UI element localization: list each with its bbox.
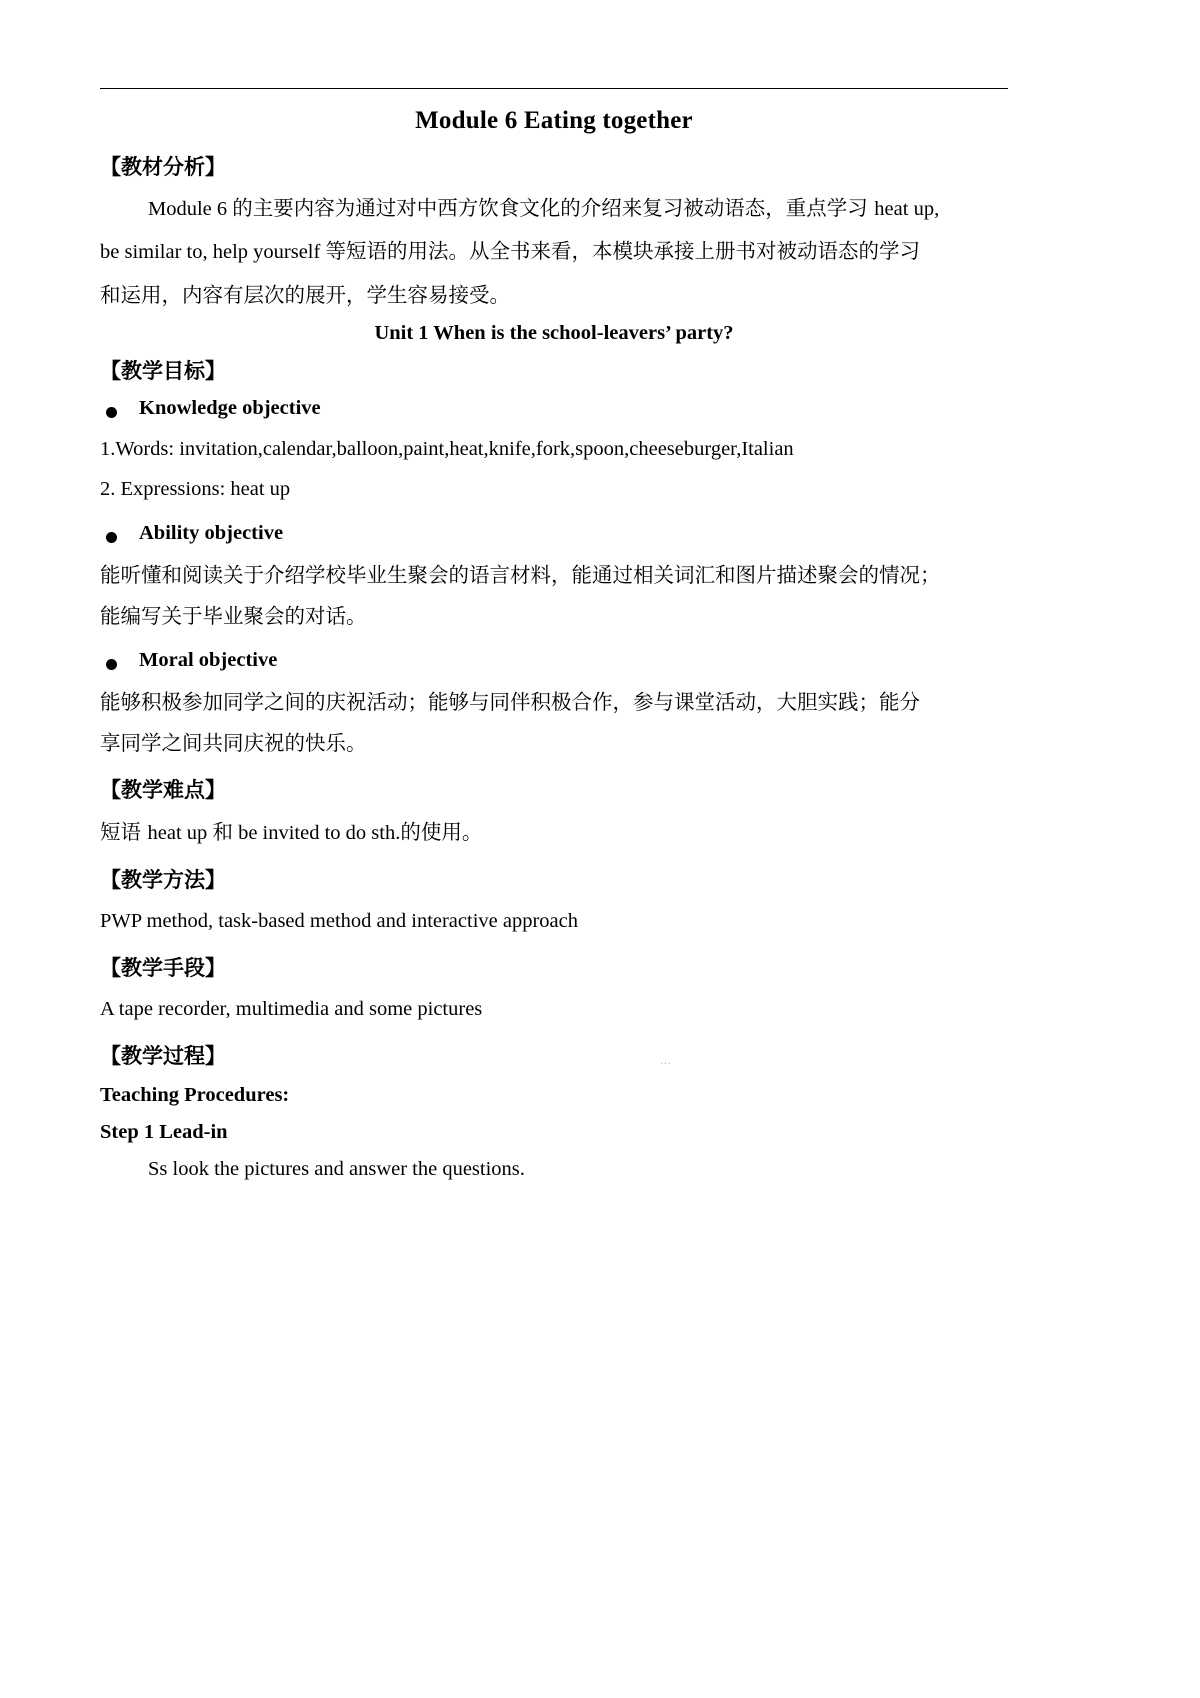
material-analysis-paragraph-line3: 和运用，内容有层次的展开，学生容易接受。 xyxy=(100,282,510,307)
teaching-procedures-heading: Teaching Procedures: xyxy=(100,1083,290,1106)
knowledge-expressions-line: 2. Expressions: heat up xyxy=(100,477,291,500)
faint-artifact: … xyxy=(660,1055,673,1067)
section-heading-difficulty: 【教学难点】 xyxy=(100,777,226,802)
step-1-body: Ss look the pictures and answer the questions. xyxy=(148,1157,525,1180)
material-analysis-paragraph-line2 xyxy=(100,232,1008,273)
moral-objective-label: Moral objective xyxy=(139,648,278,671)
ability-line-2: 能编写关于毕业聚会的对话。 xyxy=(100,603,367,628)
list-item-ability-objective xyxy=(100,522,1008,545)
difficulty-text-cn-2: 和 xyxy=(212,819,233,844)
text-en-3: be similar to, help yourself xyxy=(100,240,326,263)
difficulty-text-cn-3: 的使用。 xyxy=(400,819,483,844)
document-body xyxy=(100,88,1008,1190)
material-analysis-paragraph-line1 xyxy=(100,189,1008,230)
header-divider xyxy=(100,88,1008,89)
list-item-knowledge-objective xyxy=(100,397,1008,420)
page-title: Module 6 Eating together xyxy=(415,107,693,134)
section-heading-material-analysis: 【教材分析】 xyxy=(100,155,226,179)
moral-line-1: 能够积极参加同学之间的庆祝活动；能够与同伴积极合作，参与课堂活动，大胆实践；能分 xyxy=(100,689,920,714)
ability-objective-label: Ability objective xyxy=(139,521,284,544)
bullet-dot-icon xyxy=(106,532,117,543)
section-heading-method: 【教学方法】 xyxy=(100,867,226,892)
difficulty-text-en-1: heat up xyxy=(147,821,213,844)
difficulty-text-en-2: be invited to do sth. xyxy=(232,821,401,844)
step-1-heading: Step 1 Lead-in xyxy=(100,1120,228,1143)
knowledge-words-line: 1.Words: invitation,calendar,balloon,paint,heat,knife,fork,spoon,cheeseburger,Italian xyxy=(100,437,794,460)
method-body: PWP method, task-based method and interactive approach xyxy=(100,909,578,932)
text-en-2: heat up, xyxy=(874,198,940,220)
text-cn: 的主要内容为通过对中西方饮食文化的介绍来复习被动语态，重点学习 xyxy=(232,196,875,220)
means-body: A tape recorder, multimedia and some pictures xyxy=(100,997,483,1020)
ability-line-1: 能听懂和阅读关于介绍学校毕业生聚会的语言材料，能通过相关词汇和图片描述聚会的情况； xyxy=(100,562,941,587)
bullet-dot-icon xyxy=(106,407,117,418)
text-cn-2: 等短语的用法。从全书来看，本模块承接上册书对被动语态的学习 xyxy=(325,238,920,263)
text-en: Module 6 xyxy=(148,198,233,220)
list-item-moral-objective xyxy=(100,649,1008,672)
unit-title: Unit 1 When is the school-leavers’ party? xyxy=(374,321,734,344)
moral-line-2: 享同学之间共同庆祝的快乐。 xyxy=(100,730,367,755)
knowledge-objective-label: Knowledge objective xyxy=(139,396,321,419)
difficulty-body xyxy=(100,812,1008,854)
section-heading-process: 【教学过程】 xyxy=(100,1043,226,1068)
bullet-dot-icon xyxy=(106,659,117,670)
difficulty-text-cn-1: 短语 xyxy=(100,819,148,844)
section-heading-means: 【教学手段】 xyxy=(100,955,226,980)
section-heading-teaching-aims: 【教学目标】 xyxy=(100,358,226,383)
